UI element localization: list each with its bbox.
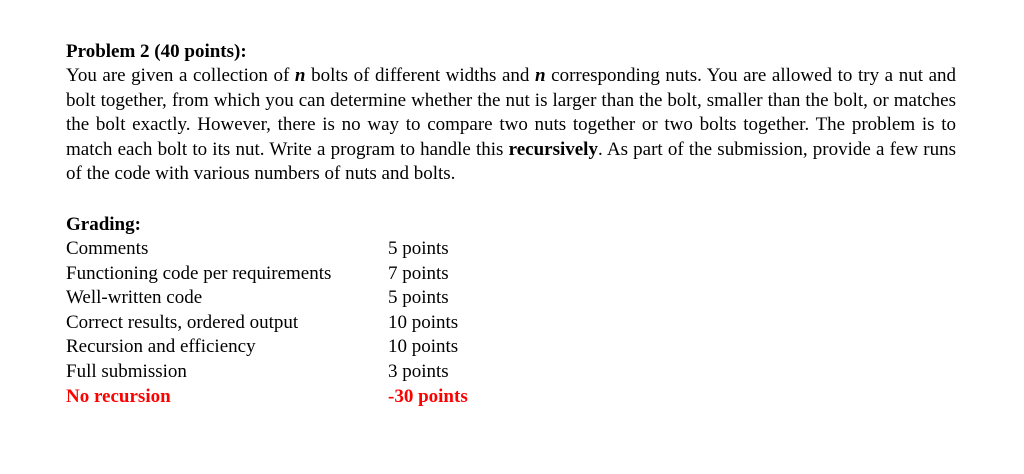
grading-criterion: Well-written code [66, 287, 203, 309]
statement-text-4: . As part of the submission, provide a few runs of the code with various numbers of nuts and bolts. [66, 138, 956, 185]
penalty-points: -30 points [388, 385, 468, 407]
grading-criterion: Full submission [66, 360, 187, 382]
grading-row [66, 360, 468, 385]
grading-points: 10 points [388, 336, 459, 358]
penalty-row [66, 385, 468, 410]
document-page [66, 40, 956, 409]
grading-points: 3 points [388, 360, 449, 382]
problem-title: Problem 2 (40 points): [66, 41, 247, 62]
statement-text-3: corresponding nuts. You are allowed to try a nut and bolt together, from which you can determine whether the nut is larger than the bolt, smaller than the bolt, or matches the bolt exactly. However, there is no way to compare two nuts together or two bolts together. The problem is to match each bolt to its nut. Write a program to handle this [66, 65, 956, 160]
grading-row [66, 286, 468, 311]
grading-section [66, 213, 956, 409]
problem-statement [66, 64, 956, 187]
grading-row [66, 262, 468, 287]
grading-row [66, 335, 468, 360]
grading-points: 5 points [388, 237, 449, 259]
grading-row [66, 311, 468, 336]
statement-text-1: You are given a collection of [66, 65, 295, 86]
variable-n-1: n [294, 65, 306, 86]
grading-table [66, 237, 468, 409]
statement-text-2: bolts of different widths and [305, 65, 535, 86]
grading-criterion: Recursion and efficiency [66, 336, 256, 358]
emphasis-recursively: recursively [508, 138, 598, 160]
variable-n-2: n [534, 65, 546, 86]
grading-criterion: Functioning code per requirements [66, 262, 332, 284]
grading-points: 10 points [388, 311, 459, 333]
grading-points: 5 points [388, 287, 449, 309]
grading-title: Grading: [66, 213, 141, 235]
grading-criterion: Comments [66, 237, 149, 259]
penalty-criterion: No recursion [66, 385, 171, 407]
grading-points: 7 points [388, 262, 449, 284]
grading-criterion: Correct results, ordered output [66, 311, 299, 333]
grading-row [66, 237, 468, 262]
